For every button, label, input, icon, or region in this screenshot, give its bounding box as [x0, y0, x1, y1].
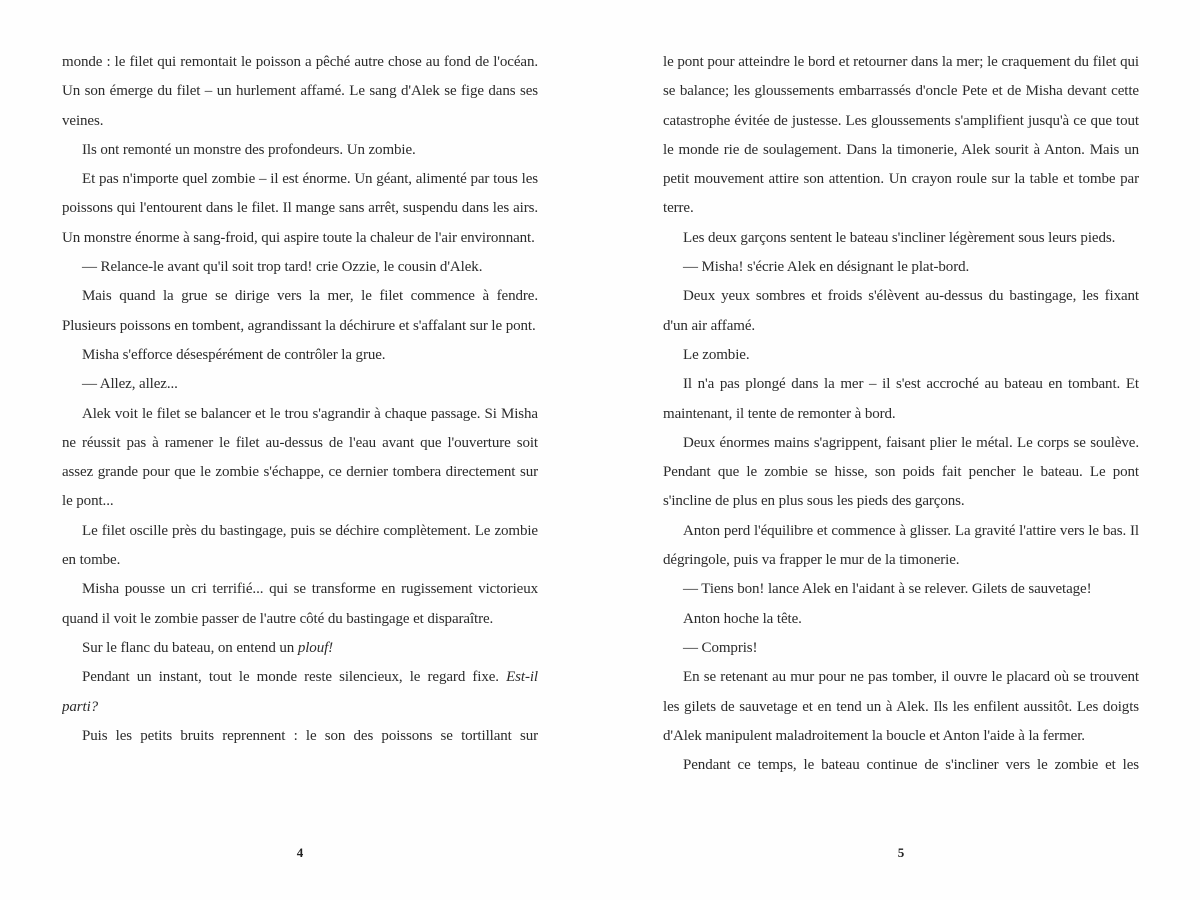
body-text: Misha s'efforce désespérément de contrôler la grue.	[82, 346, 386, 363]
body-text: Deux énormes mains s'agrippent, faisant plier le métal. Le corps se soulève. Pendant que le zombie se hisse, son poids fait pencher le bateau. Le pont s'incline de plus en plus sous les pieds des garçons.	[663, 434, 1139, 510]
page-right-text	[663, 48, 1139, 844]
paragraph	[663, 253, 1139, 282]
body-text: le pont pour atteindre le bord et retourner dans la mer; le craquement du filet qui se balance; les gloussements embarrassés d'oncle Pete et de Misha devant cette catastrophe évitée de justesse. Les gloussements s'amplifient jusqu'à ce que tout le monde rie de soulagement. Dans la timonerie, Alek sourit à Anton. Mais un petit mouvement attire son attention. Un crayon roule sur la table et tombe par terre.	[663, 54, 1139, 217]
body-text: — Relance-le avant qu'il soit trop tard! crie Ozzie, le cousin d'Alek.	[82, 259, 483, 276]
body-text: Misha pousse un cri terrifié... qui se transforme en rugissement victorieux quand il voit le zombie passer de l'autre côté du bastingage et disparaître.	[62, 581, 538, 627]
paragraph	[62, 634, 538, 663]
paragraph	[62, 400, 538, 517]
body-text: — Tiens bon! lance Alek en l'aidant à se relever. Gilets de sauvetage!	[683, 581, 1092, 598]
page-right	[663, 48, 1139, 878]
paragraph	[663, 282, 1139, 341]
paragraph	[62, 253, 538, 282]
paragraph	[663, 575, 1139, 604]
body-text: Le zombie.	[683, 346, 750, 363]
paragraph	[663, 429, 1139, 517]
page-right-number: 5	[897, 845, 905, 860]
paragraph	[62, 282, 538, 341]
paragraph	[663, 517, 1139, 576]
body-text: Anton hoche la tête.	[683, 610, 802, 627]
paragraph	[663, 48, 1139, 224]
paragraph	[663, 370, 1139, 429]
paragraph	[62, 370, 538, 399]
body-text: Pendant un instant, tout le monde reste silencieux, le regard fixe.	[82, 669, 507, 686]
body-text: Pendant ce temps, le bateau continue de s'incliner vers le zombie et les	[683, 757, 1139, 774]
body-text: En se retenant au mur pour ne pas tomber, il ouvre le placard où se trouvent les gilets de sauvetage et en tend un à Alek. Ils les enfilent aussitôt. Les doigts d'Alek manipulent maladroitement la boucle et Anton l'aide à la fermer.	[663, 669, 1139, 744]
body-text: Sur le flanc du bateau, on entend un	[82, 639, 298, 656]
paragraph	[663, 341, 1139, 370]
paragraph	[62, 341, 538, 370]
body-text: Et pas n'importe quel zombie – il est énorme. Un géant, alimenté par tous les poissons qui l'entourent dans le filet. Il mange sans arrêt, suspendu dans les airs. Un monstre énorme à sang-froid, qui aspire toute la chaleur de l'air environnant.	[62, 171, 538, 246]
page-left-text	[62, 48, 538, 844]
body-text: Les deux garçons sentent le bateau s'incliner légèrement sous leurs pieds.	[683, 229, 1116, 246]
body-text: Le filet oscille près du bastingage, puis se déchire complètement. Le zombie en tombe.	[62, 522, 538, 569]
body-text: Ils ont remonté un monstre des profondeurs. Un zombie.	[82, 141, 416, 158]
body-text: — Misha! s'écrie Alek en désignant le plat-bord.	[683, 259, 970, 276]
body-text: Anton perd l'équilibre et commence à glisser. La gravité l'attire vers le bas. Il dégringole, puis va frapper le mur de la timonerie.	[663, 522, 1139, 569]
page-left-number: 4	[296, 845, 304, 860]
paragraph	[62, 517, 538, 576]
paragraph	[663, 751, 1139, 780]
paragraph	[663, 634, 1139, 663]
paragraph	[62, 575, 538, 634]
body-text: Mais quand la grue se dirige vers la mer, le filet commence à fendre. Plusieurs poissons en tombent, agrandissant la déchirure et s'affalant sur le pont.	[62, 288, 538, 334]
body-text: Alek voit le filet se balancer et le trou s'agrandir à chaque passage. Si Misha ne réussit pas à ramener le filet au-dessus de l'eau avant que l'ouverture soit assez grande pour que le zombie s'échappe, ce dernier tombera directement sur le pont...	[62, 405, 538, 510]
body-text: Deux yeux sombres et froids s'élèvent au-dessus du bastingage, les fixant d'un air affamé.	[663, 288, 1139, 334]
paragraph	[663, 224, 1139, 253]
paragraph	[62, 165, 538, 253]
italic-text: Est-il parti?	[62, 669, 538, 715]
body-text: Puis les petits bruits reprennent : le son des poissons se tortillant sur	[82, 727, 538, 744]
page-left	[62, 48, 538, 878]
body-text: Il n'a pas plongé dans la mer – il s'est accroché au bateau en tombant. Et maintenant, il tente de remonter à bord.	[663, 376, 1139, 422]
paragraph	[663, 663, 1139, 751]
body-text: monde : le filet qui remontait le poisson a pêché autre chose au fond de l'océan. Un son émerge du filet – un hurlement affamé. Le sang d'Alek se fige dans ses veines.	[62, 54, 538, 129]
body-text: — Allez, allez...	[82, 376, 178, 393]
paragraph	[62, 136, 538, 165]
body-text: — Compris!	[683, 639, 758, 656]
paragraph	[62, 722, 538, 751]
italic-text: plouf!	[297, 639, 334, 656]
paragraph	[62, 663, 538, 722]
paragraph	[663, 605, 1139, 634]
paragraph	[62, 48, 538, 136]
